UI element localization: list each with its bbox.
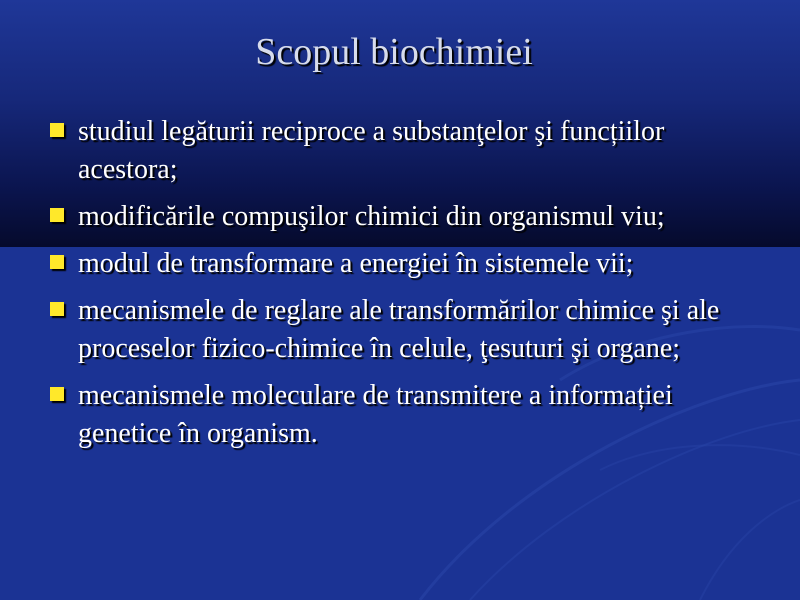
bullet-text: studiul legăturii reciproce a substanţelor şi funcțiilor acestora; bbox=[78, 116, 665, 185]
square-bullet-icon bbox=[50, 387, 64, 401]
bullet-list bbox=[0, 113, 800, 462]
bullet-text: mecanismele moleculare de transmitere a informației genetice în organism. bbox=[78, 380, 673, 449]
slide-title: Scopul biochimiei bbox=[255, 31, 533, 73]
square-bullet-icon bbox=[50, 123, 64, 137]
bullet-text: modificările compuşilor chimici din organismul viu; bbox=[78, 201, 665, 232]
square-bullet-icon bbox=[50, 302, 64, 316]
bullet-text: modul de transformare a energiei în sistemele vii; bbox=[78, 248, 634, 279]
bullet-item bbox=[0, 198, 800, 236]
bullet-text: mecanismele de reglare ale transformărilor chimice şi ale proceselor fizico-chimice în celule, ţesuturi şi organe; bbox=[78, 295, 720, 364]
bullet-item bbox=[0, 377, 800, 453]
bullet-item bbox=[0, 245, 800, 283]
bullet-item bbox=[0, 292, 800, 368]
square-bullet-icon bbox=[50, 255, 64, 269]
bullet-item bbox=[0, 113, 800, 189]
square-bullet-icon bbox=[50, 208, 64, 222]
